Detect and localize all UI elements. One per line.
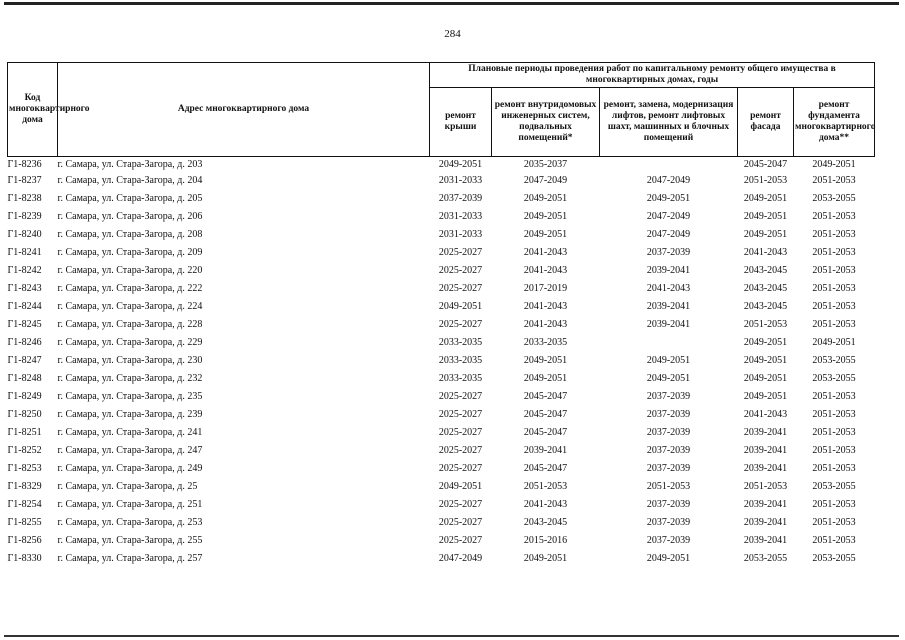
table-row — [8, 477, 875, 495]
table-row — [8, 549, 875, 567]
cell-roof: 2031-2033 — [438, 174, 483, 186]
cell-foundation: 2051-2053 — [812, 210, 856, 222]
table-row — [8, 243, 875, 261]
cell-foundation: 2051-2053 — [812, 498, 856, 510]
cell-address: г. Самара, ул. Стара-Загора, д. 206 — [57, 210, 203, 222]
cell-foundation: 2053-2055 — [812, 192, 856, 204]
cell-elevators: 2037-2039 — [646, 408, 691, 420]
cell-roof: 2025-2027 — [438, 246, 483, 258]
header-elevators: ремонт, замена, модернизация лифтов, ремонт лифтовых шахт, машинных и блочных помещений — [600, 88, 738, 157]
cell-facade: 2049-2051 — [743, 354, 788, 366]
cell-address: г. Самара, ул. Стара-Загора, д. 247 — [57, 444, 203, 456]
cell-code: Г1-8246 — [7, 336, 42, 348]
cell-foundation: 2051-2053 — [812, 246, 856, 258]
cell-roof: 2047-2049 — [438, 552, 483, 564]
cell-elevators: 2051-2053 — [646, 480, 691, 492]
header-engineering: ремонт внутридомовых инженерных систем, подвальных помещений* — [492, 88, 600, 157]
cell-elevators: 2037-2039 — [646, 534, 691, 546]
cell-elevators: 2037-2039 — [646, 444, 691, 456]
cell-address: г. Самара, ул. Стара-Загора, д. 224 — [57, 300, 203, 312]
repair-schedule-table — [7, 62, 875, 567]
cell-foundation: 2053-2055 — [812, 552, 856, 564]
cell-code: Г1-8247 — [7, 354, 42, 366]
cell-code: Г1-8253 — [7, 462, 42, 474]
cell-code: Г1-8248 — [7, 372, 42, 384]
cell-roof: 2031-2033 — [438, 210, 483, 222]
cell-roof: 2031-2033 — [438, 228, 483, 240]
cell-facade: 2049-2051 — [743, 336, 788, 348]
cell-address: г. Самара, ул. Стара-Загора, д. 222 — [57, 282, 203, 294]
cell-code: Г1-8329 — [7, 480, 42, 492]
cell-engineering: 2039-2041 — [523, 444, 568, 456]
cell-engineering: 2049-2051 — [523, 552, 568, 564]
cell-roof: 2025-2027 — [438, 318, 483, 330]
cell-elevators: 2037-2039 — [646, 462, 691, 474]
cell-engineering: 2041-2043 — [523, 300, 568, 312]
header-address: Адрес многоквартирного дома — [58, 63, 430, 157]
cell-code: Г1-8240 — [7, 228, 42, 240]
table-row — [8, 423, 875, 441]
table-row — [8, 459, 875, 477]
cell-roof: 2025-2027 — [438, 264, 483, 276]
cell-foundation: 2051-2053 — [812, 300, 856, 312]
cell-facade: 2039-2041 — [743, 516, 788, 528]
table-row — [8, 369, 875, 387]
cell-address: г. Самара, ул. Стара-Загора, д. 232 — [57, 372, 203, 384]
cell-elevators: 2037-2039 — [646, 390, 691, 402]
cell-foundation: 2053-2055 — [812, 354, 856, 366]
cell-foundation: 2051-2053 — [812, 462, 856, 474]
cell-foundation: 2051-2053 — [812, 444, 856, 456]
cell-roof: 2033-2035 — [438, 372, 483, 384]
cell-facade: 2049-2051 — [743, 210, 788, 222]
cell-address: г. Самара, ул. Стара-Загора, д. 235 — [57, 390, 203, 402]
cell-code: Г1-8249 — [7, 390, 42, 402]
cell-roof: 2025-2027 — [438, 462, 483, 474]
cell-engineering: 2035-2037 — [523, 158, 568, 170]
cell-roof: 2025-2027 — [438, 534, 483, 546]
table-row — [8, 387, 875, 405]
cell-facade: 2049-2051 — [743, 228, 788, 240]
cell-roof: 2025-2027 — [438, 444, 483, 456]
cell-facade: 2039-2041 — [743, 462, 788, 474]
cell-elevators: 2049-2051 — [646, 192, 691, 204]
cell-engineering: 2045-2047 — [523, 426, 568, 438]
cell-foundation: 2049-2051 — [812, 158, 856, 170]
cell-engineering: 2017-2019 — [523, 282, 568, 294]
cell-engineering: 2045-2047 — [523, 408, 568, 420]
cell-address: г. Самара, ул. Стара-Загора, д. 257 — [57, 552, 203, 564]
cell-roof: 2025-2027 — [438, 282, 483, 294]
table-row — [8, 157, 875, 172]
cell-foundation: 2051-2053 — [812, 228, 856, 240]
cell-facade: 2049-2051 — [743, 390, 788, 402]
cell-engineering: 2049-2051 — [523, 228, 568, 240]
cell-roof: 2033-2035 — [438, 336, 483, 348]
cell-engineering: 2049-2051 — [523, 372, 568, 384]
cell-code: Г1-8251 — [7, 426, 42, 438]
cell-elevators: 2049-2051 — [646, 372, 691, 384]
cell-address: г. Самара, ул. Стара-Загора, д. 249 — [57, 462, 203, 474]
cell-foundation: 2051-2053 — [812, 282, 856, 294]
cell-address: г. Самара, ул. Стара-Загора, д. 228 — [57, 318, 203, 330]
cell-elevators — [600, 157, 738, 172]
cell-foundation: 2051-2053 — [812, 264, 856, 276]
cell-code: Г1-8254 — [7, 498, 42, 510]
cell-code: Г1-8255 — [7, 516, 42, 528]
table-row — [8, 189, 875, 207]
cell-facade: 2053-2055 — [743, 552, 788, 564]
cell-elevators: 2037-2039 — [646, 246, 691, 258]
cell-code: Г1-8330 — [7, 552, 42, 564]
header-roof: ремонт крыши — [430, 88, 492, 157]
cell-address: г. Самара, ул. Стара-Загора, д. 241 — [57, 426, 203, 438]
cell-engineering: 2043-2045 — [523, 516, 568, 528]
cell-elevators: 2049-2051 — [646, 552, 691, 564]
cell-roof: 2049-2051 — [438, 300, 483, 312]
cell-foundation: 2051-2053 — [812, 408, 856, 420]
cell-address: г. Самара, ул. Стара-Загора, д. 205 — [57, 192, 203, 204]
cell-elevators: 2049-2051 — [646, 354, 691, 366]
cell-elevators: 2041-2043 — [646, 282, 691, 294]
cell-code: Г1-8250 — [7, 408, 42, 420]
cell-facade: 2039-2041 — [743, 498, 788, 510]
table-row — [8, 441, 875, 459]
cell-foundation: 2051-2053 — [812, 516, 856, 528]
cell-elevators: 2039-2041 — [646, 318, 691, 330]
table-row — [8, 297, 875, 315]
cell-engineering: 2015-2016 — [523, 534, 568, 546]
cell-foundation: 2051-2053 — [812, 426, 856, 438]
cell-elevators: 2047-2049 — [646, 228, 691, 240]
cell-facade: 2051-2053 — [743, 318, 788, 330]
cell-foundation: 2051-2053 — [812, 534, 856, 546]
cell-address: г. Самара, ул. Стара-Загора, д. 229 — [57, 336, 203, 348]
cell-elevators: 2037-2039 — [646, 516, 691, 528]
cell-code: Г1-8238 — [7, 192, 42, 204]
cell-roof: 2025-2027 — [438, 498, 483, 510]
table-row — [8, 495, 875, 513]
cell-foundation: 2051-2053 — [812, 318, 856, 330]
cell-address: г. Самара, ул. Стара-Загора, д. 230 — [57, 354, 203, 366]
cell-facade: 2039-2041 — [743, 426, 788, 438]
table-row — [8, 171, 875, 189]
cell-facade: 2049-2051 — [743, 192, 788, 204]
cell-facade: 2051-2053 — [743, 174, 788, 186]
cell-code: Г1-8236 — [7, 158, 42, 170]
table-row — [8, 405, 875, 423]
cell-elevators: 2039-2041 — [646, 264, 691, 276]
cell-foundation: 2051-2053 — [812, 174, 856, 186]
page-number: 284 — [444, 28, 461, 40]
header-periods: Плановые периоды проведения работ по капитальному ремонту общего имущества в многоквартирных домах, годы — [430, 63, 875, 88]
bottom-rule — [4, 635, 899, 637]
cell-facade: 2045-2047 — [743, 158, 788, 170]
cell-roof: 2049-2051 — [438, 480, 483, 492]
cell-address: г. Самара, ул. Стара-Загора, д. 239 — [57, 408, 203, 420]
table-row — [8, 315, 875, 333]
cell-elevators: 2037-2039 — [646, 498, 691, 510]
cell-facade: 2043-2045 — [743, 282, 788, 294]
cell-address: г. Самара, ул. Стара-Загора, д. 25 — [57, 480, 198, 492]
cell-engineering: 2033-2035 — [523, 336, 568, 348]
cell-code: Г1-8256 — [7, 534, 42, 546]
cell-code: Г1-8239 — [7, 210, 42, 222]
cell-roof: 2033-2035 — [438, 354, 483, 366]
cell-address: г. Самара, ул. Стара-Загора, д. 203 — [57, 158, 203, 170]
cell-engineering: 2041-2043 — [523, 264, 568, 276]
table-row — [8, 333, 875, 351]
table-row — [8, 225, 875, 243]
cell-elevators: 2047-2049 — [646, 174, 691, 186]
header-foundation: ремонт фундамента многоквартирного дома** — [794, 88, 875, 157]
table-body — [8, 157, 875, 568]
header-code: Код многоквартирного дома — [8, 63, 58, 157]
cell-roof: 2025-2027 — [438, 390, 483, 402]
cell-code: Г1-8252 — [7, 444, 42, 456]
cell-engineering: 2051-2053 — [523, 480, 568, 492]
cell-facade: 2043-2045 — [743, 300, 788, 312]
table-row — [8, 207, 875, 225]
table-row — [8, 351, 875, 369]
cell-address: г. Самара, ул. Стара-Загора, д. 251 — [57, 498, 203, 510]
cell-code: Г1-8237 — [7, 174, 42, 186]
cell-engineering: 2049-2051 — [523, 354, 568, 366]
cell-roof: 2025-2027 — [438, 426, 483, 438]
cell-engineering: 2045-2047 — [523, 390, 568, 402]
cell-address: г. Самара, ул. Стара-Загора, д. 220 — [57, 264, 203, 276]
cell-address: г. Самара, ул. Стара-Загора, д. 209 — [57, 246, 203, 258]
cell-engineering: 2049-2051 — [523, 210, 568, 222]
cell-engineering: 2041-2043 — [523, 318, 568, 330]
cell-roof: 2025-2027 — [438, 408, 483, 420]
cell-roof: 2049-2051 — [438, 158, 483, 170]
cell-address: г. Самара, ул. Стара-Загора, д. 253 — [57, 516, 203, 528]
cell-elevators: 2037-2039 — [646, 426, 691, 438]
cell-engineering: 2047-2049 — [523, 174, 568, 186]
cell-roof: 2037-2039 — [438, 192, 483, 204]
cell-address: г. Самара, ул. Стара-Загора, д. 204 — [57, 174, 203, 186]
cell-elevators — [600, 333, 738, 351]
cell-elevators: 2039-2041 — [646, 300, 691, 312]
cell-facade: 2051-2053 — [743, 480, 788, 492]
cell-foundation: 2051-2053 — [812, 390, 856, 402]
top-rule — [4, 2, 899, 5]
cell-facade: 2039-2041 — [743, 444, 788, 456]
cell-facade: 2039-2041 — [743, 534, 788, 546]
cell-code: Г1-8245 — [7, 318, 42, 330]
table-row — [8, 261, 875, 279]
cell-facade: 2041-2043 — [743, 246, 788, 258]
cell-engineering: 2045-2047 — [523, 462, 568, 474]
cell-foundation: 2049-2051 — [812, 336, 856, 348]
cell-code: Г1-8244 — [7, 300, 42, 312]
table-header — [8, 63, 875, 157]
header-facade: ремонт фасада — [738, 88, 794, 157]
cell-elevators: 2047-2049 — [646, 210, 691, 222]
cell-facade: 2049-2051 — [743, 372, 788, 384]
cell-roof: 2025-2027 — [438, 516, 483, 528]
cell-facade: 2041-2043 — [743, 408, 788, 420]
cell-code: Г1-8243 — [7, 282, 42, 294]
table-row — [8, 279, 875, 297]
table-row — [8, 513, 875, 531]
cell-code: Г1-8241 — [7, 246, 42, 258]
cell-engineering: 2041-2043 — [523, 498, 568, 510]
cell-foundation: 2053-2055 — [812, 372, 856, 384]
cell-engineering: 2049-2051 — [523, 192, 568, 204]
cell-foundation: 2053-2055 — [812, 480, 856, 492]
cell-facade: 2043-2045 — [743, 264, 788, 276]
cell-address: г. Самара, ул. Стара-Загора, д. 255 — [57, 534, 203, 546]
cell-code: Г1-8242 — [7, 264, 42, 276]
cell-address: г. Самара, ул. Стара-Загора, д. 208 — [57, 228, 203, 240]
table-row — [8, 531, 875, 549]
cell-engineering: 2041-2043 — [523, 246, 568, 258]
